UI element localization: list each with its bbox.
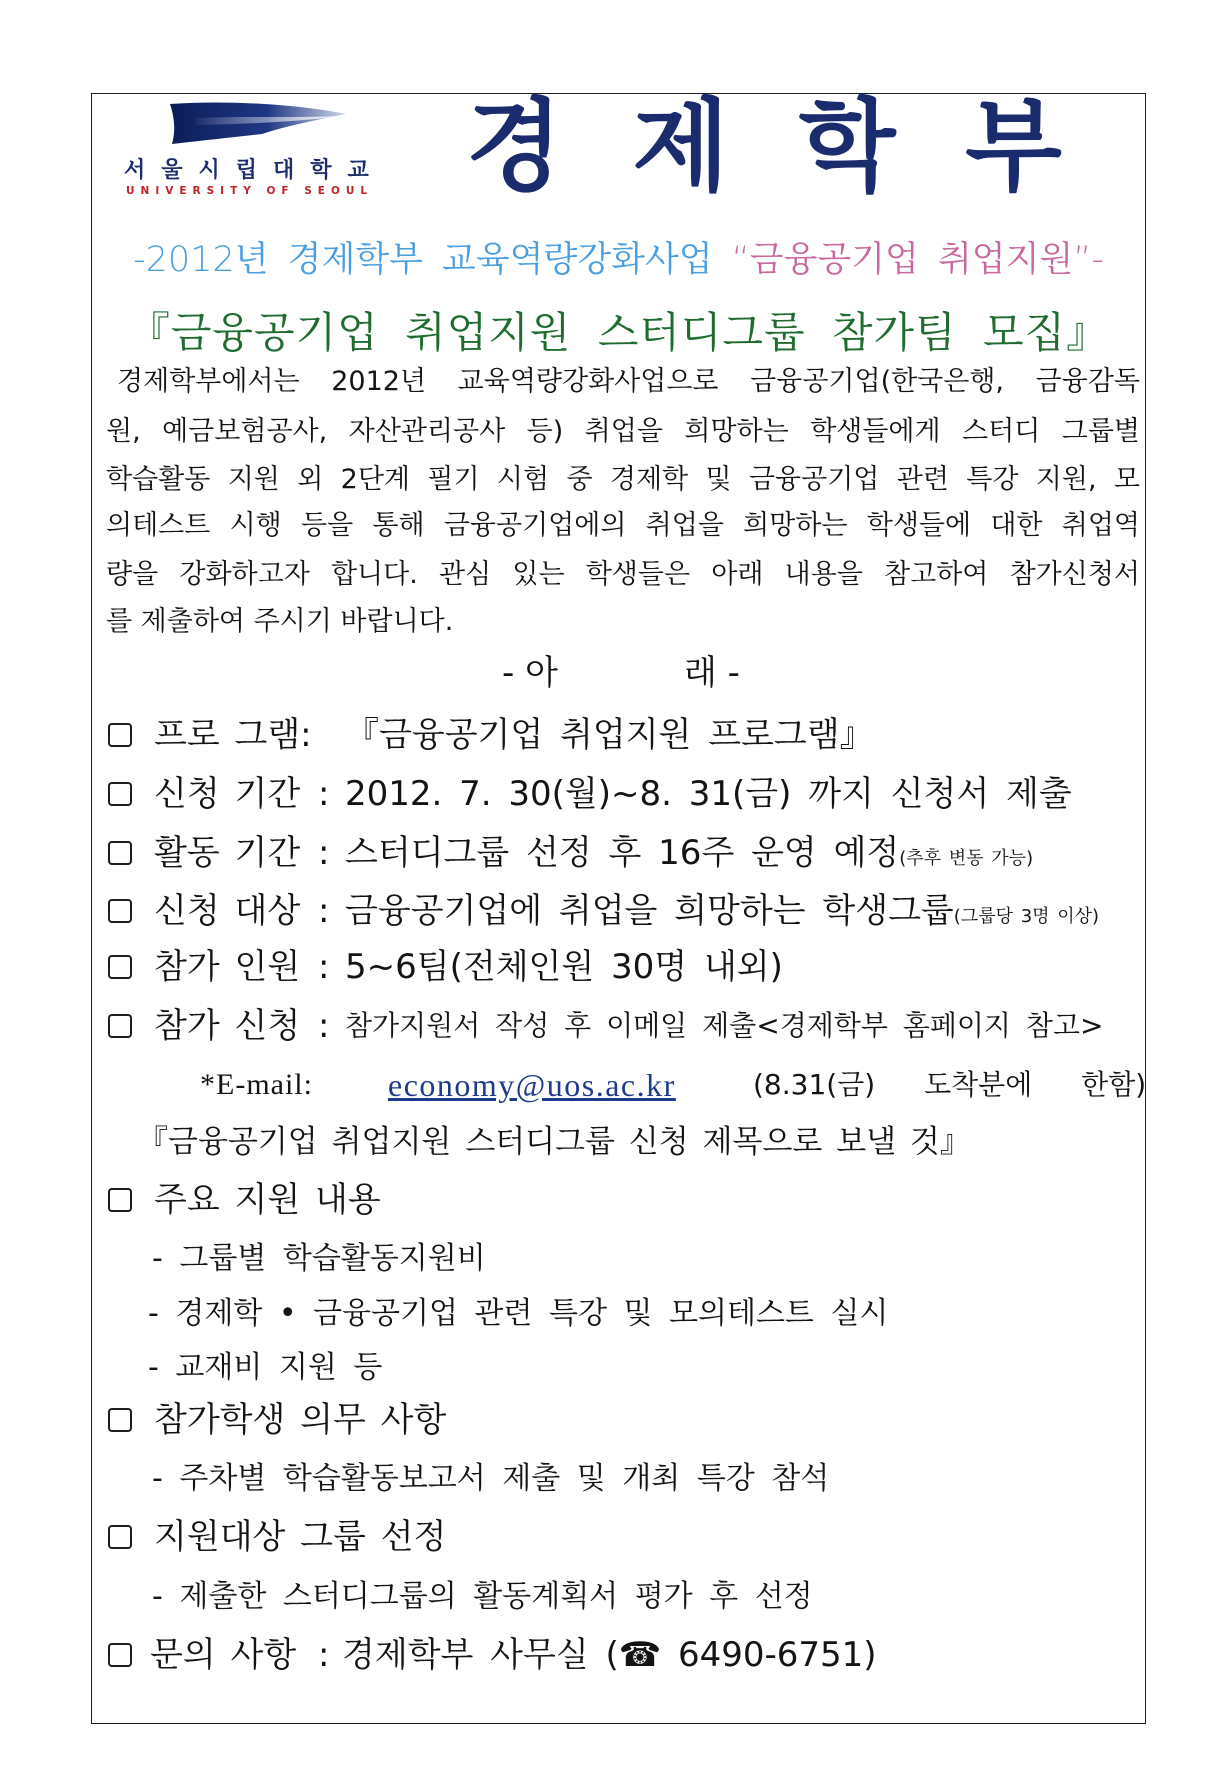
notice-heading-left: - 아 <box>502 653 558 693</box>
participants-row <box>0 947 1232 987</box>
activity-period-row <box>0 833 1232 873</box>
selection-title: 지원대상 그룹 선정 <box>154 1517 447 1557</box>
application-period-value: 2012. 7. 30(월)~8. 31(금) 까지 신청서 제출 <box>345 774 1072 814</box>
checkbox-icon <box>108 1188 132 1212</box>
duties-detail: - 주차별 학습활동보고서 제출 및 개최 특강 참석 <box>152 1461 830 1496</box>
intro-line: 원, 예금보험공사, 자산관리공사 등) 취업을 희망하는 학생들에게 스터디 그룹별 <box>106 416 1140 447</box>
logo-name-korean: 서울시립대학교 <box>124 158 385 183</box>
checkbox-icon <box>108 782 132 806</box>
checkbox-icon <box>108 1643 132 1667</box>
contact-value: 경제학부 사무실 (☎ 6490-6751) <box>342 1635 877 1675</box>
application-period-label: 신청 기간 <box>154 774 301 814</box>
subtitle-main: -2012년 경제학부 교육역량강화사업 <box>133 240 713 280</box>
separator-colon: : <box>318 947 330 987</box>
intro-line: 의테스트 시행 등을 통해 금융공기업에의 취업을 희망하는 학생들에 대한 취업역 <box>106 510 1140 541</box>
program-label: 프로 그램: <box>154 715 312 755</box>
activity-period-label: 활동 기간 <box>154 833 301 873</box>
intro-line: 를 제출하여 주시기 바랍니다. <box>106 606 454 637</box>
support-detail: - 경제학 • 금융공기업 관련 특강 및 모의테스트 실시 <box>148 1296 889 1331</box>
activity-period-value-group <box>345 833 1033 879</box>
recruitment-heading: 『금융공기업 취업지원 스터디그룹 참가팀 모집』 <box>127 308 1110 357</box>
eligibility-row <box>0 891 1232 931</box>
subtitle <box>91 239 1146 281</box>
application-period-row <box>0 774 1232 814</box>
intro-line: 학습활동 지원 외 2단계 필기 시험 중 경제학 및 금융공기업 관련 특강 지원, 모 <box>106 464 1140 495</box>
support-detail: - 그룹별 학습활동지원비 <box>152 1241 486 1276</box>
selection-detail: - 제출한 스터디그룹의 활동계획서 평가 후 선정 <box>152 1579 813 1614</box>
notice-heading-right: 래 - <box>684 653 740 693</box>
email-label: *E-mail: <box>200 1068 313 1101</box>
separator-colon: : <box>318 774 330 814</box>
checkbox-icon <box>108 899 132 923</box>
how-to-apply-value: 참가지원서 작성 후 이메일 제출<경제학부 홈페이지 참고> <box>345 1009 1104 1042</box>
separator-colon: : <box>318 833 330 873</box>
intro-line: 경제학부에서는 2012년 교육역량강화사업으로 금융공기업(한국은행, 금융감독 <box>117 366 1140 397</box>
activity-period-value: 스터디그룹 선정 후 16주 운영 예정 <box>345 833 900 873</box>
checkbox-icon <box>108 723 132 747</box>
intro-line: 량을 강화하고자 합니다. 관심 있는 학생들은 아래 내용을 참고하여 참가신청서 <box>106 559 1140 590</box>
eligibility-label: 신청 대상 <box>154 891 301 931</box>
checkbox-icon <box>108 1014 132 1038</box>
checkbox-icon <box>108 841 132 865</box>
support-title: 주요 지원 내용 <box>154 1180 381 1220</box>
email-subject-rule: 『금융공기업 취업지원 스터디그룹 신청 제목으로 보낼 것』 <box>137 1124 971 1160</box>
eligibility-note: (그룹당 3명 이상) <box>953 906 1100 927</box>
eligibility-value-group <box>345 891 1099 937</box>
duties-row <box>0 1400 1232 1440</box>
email-address-link[interactable]: economy@uos.ac.kr <box>388 1067 676 1103</box>
checkbox-icon <box>108 1408 132 1432</box>
page-title: 경 제 학 부 <box>466 88 1062 205</box>
how-to-apply-label: 참가 신청 <box>154 1006 301 1046</box>
program-row <box>0 715 1232 755</box>
separator-colon: : <box>318 1006 330 1046</box>
logo-name-english: UNIVERSITY OF SEOUL <box>126 185 374 197</box>
participants-value: 5~6팀(전체인원 30명 내외) <box>345 947 783 987</box>
contact-label: 문의 사항 <box>150 1635 297 1675</box>
contact-row <box>0 1635 1232 1675</box>
eligibility-value: 금융공기업에 취업을 희망하는 학생그룹 <box>345 891 954 931</box>
checkbox-icon <box>108 955 132 979</box>
support-row <box>0 1180 1232 1220</box>
email-row <box>0 1065 1232 1105</box>
university-logo-icon <box>166 98 348 146</box>
how-to-apply-row <box>0 1006 1232 1046</box>
separator-colon: : <box>318 891 330 931</box>
duties-title: 참가학생 의무 사항 <box>154 1400 447 1440</box>
separator-colon: : <box>318 1635 330 1675</box>
activity-period-note: (추후 변동 가능) <box>899 848 1034 869</box>
support-detail: - 교재비 지원 등 <box>148 1350 383 1385</box>
subtitle-quoted: “금융공기업 취업지원”- <box>731 240 1104 280</box>
selection-row <box>0 1517 1232 1557</box>
email-deadline-note: (8.31(금) 도착분에 한함) <box>753 1068 1147 1101</box>
program-value: 『금융공기업 취업지원 프로그램』 <box>345 715 874 755</box>
checkbox-icon <box>108 1525 132 1549</box>
participants-label: 참가 인원 <box>154 947 301 987</box>
